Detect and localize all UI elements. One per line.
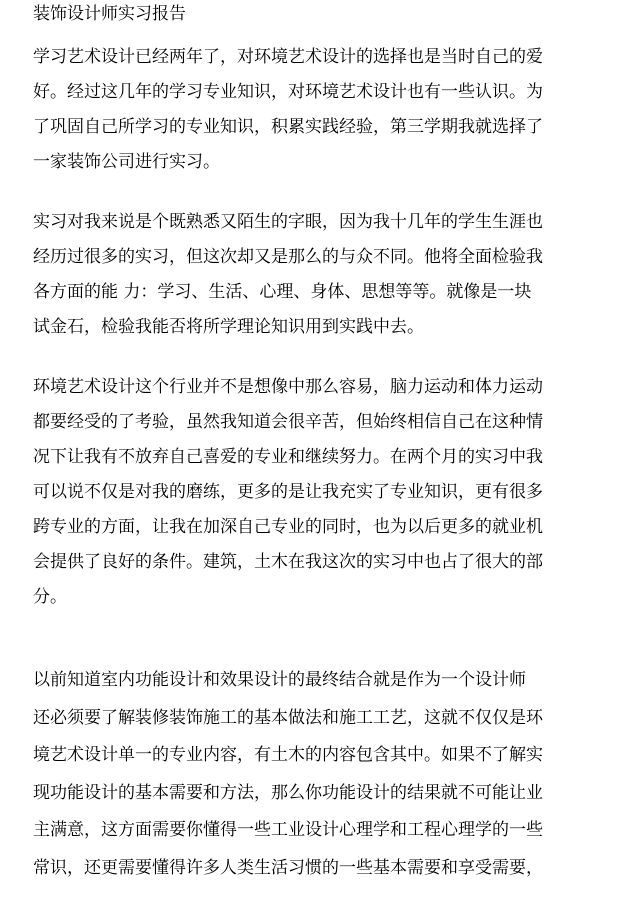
paragraph-line: 主满意，这方面需要你懂得一些工业设计心理学和工程心理学的一些 (33, 820, 543, 840)
paragraph-line: 各方面的能 力：学习、生活、心理、身体、思想等等。就像是一块 (33, 282, 532, 302)
paragraph-1 (33, 40, 593, 180)
paragraph-line: 环境艺术设计这个行业并不是想像中那么容易，脑力运动和体力运动 (33, 377, 543, 397)
paragraph-line: 可以说不仅是对我的磨练，更多的是让我充实了专业知识，更有很多 (33, 482, 543, 502)
paragraph-line: 学习艺术设计已经两年了，对环境艺术设计的选择也是当时自己的爱 (33, 47, 543, 67)
paragraph-line: 都要经受的了考验，虽然我知道会很辛苦，但始终相信自己在这种情 (33, 412, 543, 432)
document-title: 装饰设计师实习报告 (33, 4, 186, 24)
paragraph-line: 好。经过这几年的学习专业知识，对环境艺术设计也有一些认识。为 (33, 82, 543, 102)
paragraph-line: 跨专业的方面，让我在加深自己专业的同时，也为以后更多的就业机 (33, 517, 543, 537)
paragraph-line: 试金石，检验我能否将所学理论知识用到实践中去。 (33, 317, 424, 337)
paragraph-line: 现功能设计的基本需要和方法，那么你功能设计的结果就不可能让业 (33, 782, 543, 803)
paragraph-line: 会提供了良好的条件。建筑，土木在我这次的实习中也占了很大的部 (33, 552, 543, 572)
paragraph-line: 以前知道室内功能设计和效果设计的最终结合就是作为一个设计师 (33, 670, 526, 690)
paragraph-line: 境艺术设计单一的专业内容，有土木的内容包含其中。如果不了解实 (33, 745, 543, 765)
paragraph-line: 常识，还更需要懂得许多人类生活习惯的一些基本需要和享受需要， (33, 857, 543, 878)
paragraph-line: 了巩固自己所学习的专业知识，积累实践经验，第三学期我就选择了 (33, 117, 543, 137)
paragraph-line: 分。 (33, 587, 67, 607)
paragraph-4 (33, 662, 593, 887)
paragraph-2 (33, 205, 593, 345)
paragraph-line: 况下让我有不放弃自己喜爱的专业和继续努力。在两个月的实习中我 (33, 447, 543, 467)
paragraph-line: 还必须要了解装修装饰施工的基本做法和施工工艺，这就不仅仅是环 (33, 707, 543, 728)
paragraph-3 (33, 370, 593, 615)
paragraph-line: 一家装饰公司进行实习。 (33, 152, 220, 172)
paragraph-line: 实习对我来说是个既熟悉又陌生的字眼，因为我十几年的学生生涯也 (33, 212, 543, 232)
paragraph-line: 经历过很多的实习，但这次却又是那么的与众不同。他将全面检验我 (33, 247, 543, 267)
